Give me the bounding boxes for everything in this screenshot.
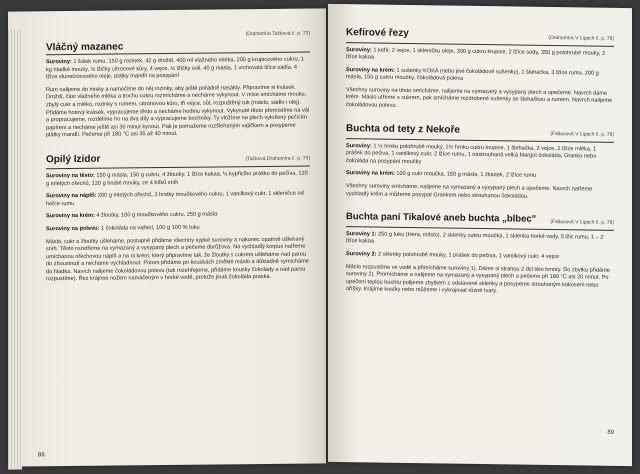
recipe-source: (Drahomíra Tačková č. p. 73) — [245, 30, 310, 38]
recipe-heading — [346, 26, 614, 46]
recipe-heading — [346, 211, 614, 231]
ingredients: Suroviny: 1 ½ hrnku polohrubé mouky, 1½ hrnku cukru krupice, 1 šlehačka, 2 vejce, 2 lžíce mléka, 1 prášek do pečiva, 1 vanilkový cukr, 2 lžíce rumu, 1 nastrouhaná velká Margot čokoláda, Granko nebo čokoláda na posypání moučky — [346, 142, 597, 166]
ingredients-cream: Suroviny na krém: 4 žloutky, 100 g moučkového cukru, 250 g másla — [46, 211, 218, 220]
recipe-source: (Drahomíra V Lipách č. p. 79) — [548, 34, 614, 42]
ingredients-dough: Suroviny na těsto: 150 g másla, 150 g cukru, 4 žloutky, 1 lžíce kakaa, ½ kypřicího prášku do pečiva, 120 g mletých ořechů, 120 g hrubé mouky, ze 4 bílků sníh — [46, 170, 308, 188]
method: Všechny suroviny smícháme, nalijeme na vymazaný a vysypaný plech a upečeme. Navrch natřeme vychladlý krém a můžeme posypat Grankem nebo strouhanou čokoládou. — [346, 183, 593, 200]
ingredients-1: Suroviny 1: 250 g tuku (Hera, máslo), 2 sklenky cukru moučka, 1 sklenka horké vody, 5 lžic rumu, 1 – 2 lžíce kakaa — [346, 231, 604, 245]
recipe-title: Buchta paní Tikalové aneb buchta „blbec" — [346, 211, 537, 225]
recipe-title: Opilý Izidor — [46, 153, 101, 165]
method: Máslo, cukr a žloutky ušleháme, postupně přidáme všechny sypké suroviny a nakonec opatrně ušlehaný sníh. Těsto rozetřeme na vymazaný a vysypaný plech a pečeme dorůžova. Na vychladlý korpus natřeme umíchanou ořechovou náplň a na ni krém, který připravíme tak, že žloutky s cukrem ušleháme nad parou do zhoustnutí a necháme vychladnout. Potom přidáme po kouskách změklé máslo a důkladně vymícháme do hladka. Navrch nalijeme čokoládovou polevu (tuk rozehřejeme, přidáme kousky čokolády a nad parou rozpustíme). Řez krájíme nožem namáčeným v horké vodě, protože jinak čokoláda praská. — [46, 236, 310, 283]
left-page-content — [46, 31, 310, 290]
recipe-source: (Faltusová V Lipách č. p. 79) — [550, 131, 614, 138]
recipe-heading — [346, 122, 614, 142]
method: Máslo rozpustíme ve vodě a přimícháme suroviny 1). Dáme si stranou 2 dcl této hmoty. Do zbytku přidáme suroviny 2). Promícháme a nalijeme na vymazaný a vysypaný plech a pečeme při 180 °C asi 20 minut. Po upečení teplou buchtu polijeme zbytkem z odstavené sklenky a posypeme strouhaným kokosem nebo oříšky. Krájíme kostky nebo můžeme i vykrajovat různé tvary. — [346, 263, 610, 295]
method: Rum nalijeme do misky a namočíme do něj rozinky, aby ještě pořádně nasákly. Připravíme si kvásek. Droždí, část vlažného mléka a trochu cukru rozmícháme a necháme vykynout. V míse smícháme mouku, zbylý cukr a mléko, rozinky s rumem, citronovou kůru, tři vejce, sůl, rozpuštěný tuk (máslo, sádlo i olej). Přidáme hotový kvásek, vypracujeme těsto a necháme hodinu vykynout. Vykynuté těsto přemístíme na vál a propracujeme, rozdělíme ho na dva díly a vypracujeme bochníky. Ty vložíme na plech vyložený pečicím papírem a necháme ještě asi 30 minut kynout. Pak je pomažeme rozšlehaným vajíčkem a posypeme plátky mandlí. Pečeme při 180 °C asi 35 až 40 minut. — [46, 84, 310, 139]
ingredients-cream: Suroviny na krém: 100 g cukr moučka, 150 g másla, 1 žloutek, 2 lžíce rumu — [346, 170, 537, 180]
ingredients: Suroviny: 1 kefír, 2 vejce, 1 skleničku oleje, 300 g cukru krupice, 2 lžíce sody, 350 g polohrubé mouky, 2 lžíce kakaa — [346, 46, 606, 61]
right-page — [328, 4, 632, 466]
page-number: 88 — [38, 452, 45, 459]
left-page — [8, 8, 326, 466]
ingredients-filling: Suroviny na náplň: 200 g mletých ořechů, 2 hrstky moučkového cukru, 1 vanilkový cukr, 1 skleničce od hořce rumu — [46, 190, 304, 208]
recipe-source: (Tačková Drahomíra č. p. 73) — [245, 155, 310, 163]
recipe-title: Kefírové řezy — [346, 27, 409, 40]
ingredients: Suroviny: 1 šálek rumu, 150 g rozinek, 42 g droždí, 400 ml vlažného mléka, 200 g krupicového cukru, 1 kg hladké mouky, ½ lžičky citronové kůry, 4 vejce, ½ lžičky soli, 40 g másla, 1 vrchovatá lžíce sádla, 4 lžíce slunečnicového oleje, plátky mandlí na posypání — [46, 56, 304, 81]
page-number: 89 — [607, 429, 614, 436]
recipe-heading — [46, 150, 310, 169]
method: Všechny suroviny na těsto smícháme, nalijeme na vymazaný a vysypaný plech a upečeme. Navrch dáme krém. Máslo utřeme s cukrem, pak smícháme rozdrobené sušenky se šlehačkou a rumem. Navrch nalijeme čokoládovou polevu. — [346, 86, 613, 109]
recipe-source: (Faltusová V Lipách č. p. 79) — [550, 219, 614, 227]
ingredients-2: Suroviny 2: 2 sklenky polohrubé mouky, 1 prášek do pečiva, 1 vanilkový cukr, 4 vejce — [346, 251, 559, 261]
page-edges — [8, 30, 22, 470]
recipe-title: Buchta od tety z Nekoře — [346, 123, 460, 137]
ingredients-cream: Suroviny na krém: 1 sušenky KOKA (nebo jiné čokoládové sušenky), 1 šlehačka, 3 lžíce rumu, 200 g másla, 150 g cukru moučky, čokoládová poleva — [346, 66, 599, 82]
recipe-title: Vláčný mazanec — [46, 38, 310, 55]
ingredients-glaze: Suroviny na polevu: 1 čokoláda na vaření, 100 g 100 % tuku — [46, 224, 200, 233]
right-page-content — [346, 26, 614, 302]
